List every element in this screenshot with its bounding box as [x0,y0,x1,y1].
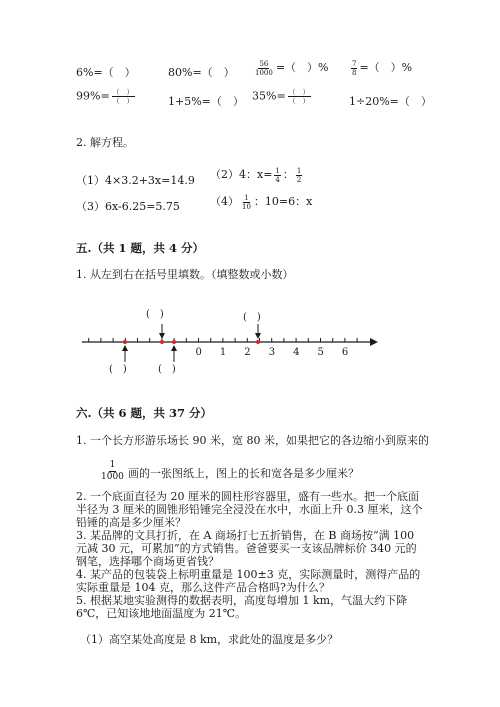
blank-top-b: ( ) [146,309,164,320]
red-point-b [160,340,164,344]
calc-1-div-20-percent: 1÷20%=（ ） [349,95,432,108]
calc-7-8 [349,59,412,77]
fraction-numerator: （ ） [288,88,310,96]
question-2-text: 2. 一个底面直径为 20 厘米的圆柱形容器里，盛有一些水。把一个底面半径为 3 厘米的圆锥形铅锤完全浸没在水中，水面上升 0.3 厘米，这个铅锤的高是多少厘米？ [76,490,423,529]
arrow-down-b-icon [159,333,165,339]
number-line-label: 5 [317,347,324,358]
section-5-question-1: 1. 从左到右在括号里填数。（填整数或小数） [76,268,294,281]
fraction-numerator: 56 [259,59,269,68]
red-point-c [172,340,176,344]
number-line-label: 2 [244,347,251,358]
number-line-label: 3 [268,347,276,358]
blank-bottom-c: ( ) [158,364,176,375]
arrow-up-a-icon [122,345,128,351]
calc-56-1000 [252,59,329,77]
equation-2 [210,166,304,184]
number-line-ticks [89,338,357,342]
question-4-text: 4. 某产品的包装袋上标明重量是 100±3 克，实际测量时，测得产品的实际重量是 104 克，那么这件产品合格吗?为什么？ [76,568,421,594]
section-2-title: 2. 解方程。 [76,136,134,149]
question-1-fraction [98,460,127,483]
calc-35-percent [252,88,313,105]
fraction-numerator: 1 [244,193,249,202]
number-line-label: 6 [341,347,349,358]
fraction-1-4 [274,167,280,184]
arrow-up-c-icon [171,345,177,351]
fraction-numerator: 1 [296,166,302,175]
calc-7-8-rest: =（ ）% [359,61,413,74]
question-5-sub-1: （1）高空某处高度是 8 km，求此处的温度是多少？ [80,633,339,646]
arrow-down-d-icon [255,333,261,339]
equation-2-sep: ： [282,168,294,181]
fraction-numerator: 1 [275,166,280,175]
fraction-denominator: 1000 [255,68,273,77]
fraction-1-1000 [100,460,125,483]
fraction-1-10 [241,194,252,211]
equation-1: （1）4×3.2+3x=14.9 [76,174,195,187]
fraction-1-2 [296,167,302,184]
calc-80-percent: 80%=（ ） [168,66,235,79]
fraction-denominator: 4 [275,175,280,184]
question-5-text: 5. 根据某地实验测得的数据表明，高度每增加 1 km，气温大约下降 6℃，已知该地地面温度为 21℃。 [76,594,408,620]
fraction-denominator: 10 [242,202,251,211]
calc-99-text: 99%= [76,89,110,103]
question-3-text: 3. 某品牌的文具打折，在 A 商场打七五折销售，在 B 商场按“满 100 元减 30 元，可累加”的方式销售。爸爸要买一支该品牌标价 340 元的钢笔，选择哪个商场更省钱？ [76,529,417,568]
equation-4-lead: （4） [210,195,239,208]
fraction-blank [112,88,135,105]
fraction-denominator: （ ） [288,97,310,105]
question-1-text-2: 画的一张图纸上，图上的长和宽各是多少厘米？ [128,467,359,480]
blank-bottom-a: ( ) [109,364,127,375]
number-line-labels [196,347,349,358]
calc-99-percent [76,88,137,105]
fraction-denominator: （ ） [112,97,134,105]
number-line-label: 4 [293,347,300,358]
calc-56-1000-rest: =（ ）% [275,61,329,74]
fraction-blank [288,88,311,105]
equation-3: （3）6x-6.25=5.75 [76,200,180,213]
calc-6-percent: 6%=（ ） [76,66,136,79]
fraction-numerator: 7 [352,59,357,68]
fraction-denominator: 2 [296,175,302,184]
fraction-numerator: （ ） [112,88,134,96]
equation-4-rest: ：10=6：x [253,195,313,208]
red-point-d [256,340,260,344]
blank-top-d: ( ) [243,312,261,323]
section-5-title: 五.（共 1 题，共 4 分） [76,241,205,255]
number-line-label: 0 [195,347,202,358]
calc-1-plus-5-percent: 1+5%=（ ） [168,95,244,108]
number-line-label: 1 [219,347,227,358]
equation-2-lead: （2）4：x= [210,168,273,181]
calc-35-text: 35%= [252,89,286,103]
red-point-a [123,340,127,344]
fraction-56-1000 [254,60,274,77]
section-6-title: 六.（共 6 题，共 37 分） [76,406,213,420]
fraction-7-8 [351,60,357,77]
fraction-denominator: 8 [352,68,357,77]
equation-4 [210,193,312,211]
number-line-arrow-icon [370,338,378,346]
question-1-text: 1. 一个长方形游乐场长 90 米，宽 80 米，如果把它的各边缩小到原来的 [76,434,429,447]
fraction-denominator: 1000 [101,472,124,482]
number-line-figure [0,300,500,380]
fraction-numerator: 1 [109,460,116,470]
